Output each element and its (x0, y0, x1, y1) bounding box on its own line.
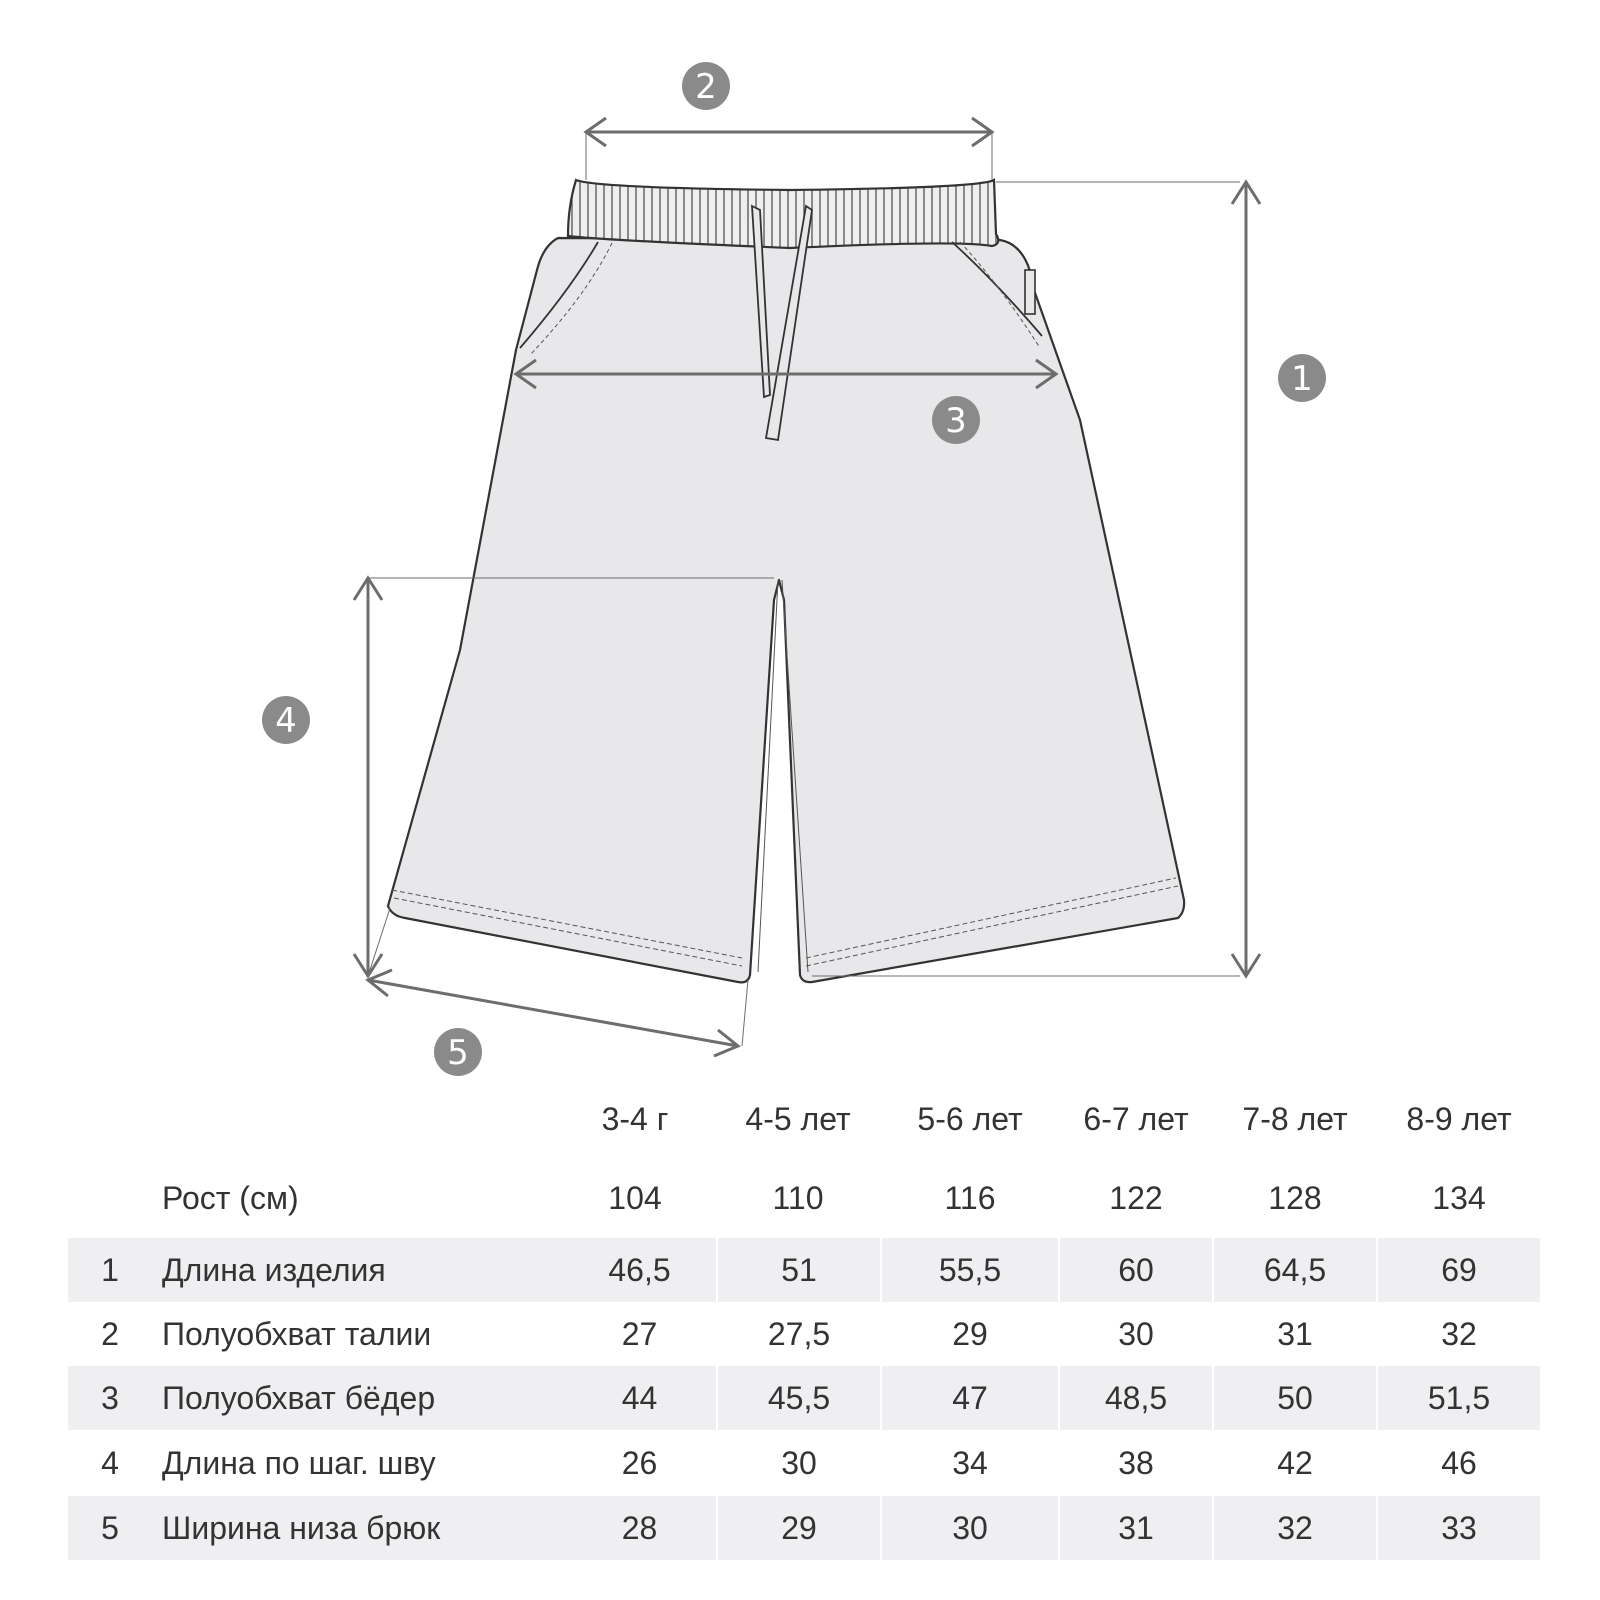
table-cell: 51 (718, 1238, 880, 1302)
table-cell: 26 (621, 1444, 658, 1481)
table-cell: 48,5 (1060, 1366, 1212, 1430)
marker-badge-4 (262, 696, 310, 744)
table-cell: 128 (1268, 1179, 1322, 1216)
row-number: 5 (68, 1496, 152, 1560)
table-cell: 27,5 (767, 1315, 831, 1352)
size-header: 3-4 г (601, 1100, 669, 1137)
svg-text:5: 5 (447, 1033, 469, 1073)
table-cell: 46 (1441, 1444, 1477, 1481)
table-cell: 104 (608, 1179, 662, 1216)
table-cell: 110 (772, 1179, 824, 1216)
row-label: Рост (см) (162, 1179, 299, 1216)
arrow-hem-width (368, 970, 738, 1056)
table-cell: 29 (718, 1496, 880, 1560)
table-row (68, 1366, 1540, 1430)
table-cell: 116 (944, 1179, 996, 1216)
table-cell: 46,5 (563, 1238, 716, 1302)
row-number: 1 (68, 1238, 152, 1302)
table-cell: 31 (1277, 1315, 1313, 1352)
table-cell: 27 (621, 1315, 658, 1352)
ribbed-waistband (568, 180, 998, 248)
table-cell: 30 (1118, 1315, 1154, 1352)
size-header: 5-6 лет (917, 1100, 1023, 1137)
size-header: 8-9 лет (1406, 1100, 1512, 1137)
size-header-row (68, 1080, 1540, 1158)
table-cell: 32 (1214, 1496, 1376, 1560)
arrow-waist (586, 118, 992, 146)
table-cell: 34 (952, 1444, 988, 1481)
table-cell: 50 (1214, 1366, 1376, 1430)
size-table (68, 1080, 1540, 1560)
row-number: 3 (68, 1366, 152, 1430)
side-label-tab (1025, 270, 1035, 314)
table-cell: 55,5 (882, 1238, 1058, 1302)
table-row (68, 1238, 1540, 1302)
size-header: 7-8 лет (1242, 1100, 1348, 1137)
size-header: 4-5 лет (745, 1100, 851, 1137)
table-cell: 47 (882, 1366, 1058, 1430)
table-cell: 28 (563, 1496, 716, 1560)
marker-badge-5 (434, 1028, 482, 1076)
table-cell: 44 (563, 1366, 716, 1430)
marker-badge-3 (932, 396, 980, 444)
height-row (68, 1158, 1540, 1238)
arrow-length (1232, 182, 1260, 976)
svg-text:2: 2 (695, 67, 717, 107)
marker-badge-1 (1278, 354, 1326, 402)
table-cell: 134 (1432, 1179, 1486, 1216)
table-cell: 69 (1378, 1238, 1540, 1302)
marker-badge-2 (682, 62, 730, 110)
table-cell: 60 (1060, 1238, 1212, 1302)
row-number: 2 (101, 1315, 119, 1352)
table-cell: 30 (781, 1444, 817, 1481)
shorts-illustration (388, 180, 1184, 982)
table-cell: 32 (1441, 1315, 1477, 1352)
svg-text:4: 4 (275, 701, 297, 741)
svg-text:1: 1 (1291, 359, 1313, 399)
table-cell: 51,5 (1378, 1366, 1540, 1430)
table-row (68, 1304, 1540, 1364)
row-number: 4 (101, 1444, 119, 1481)
row-label: Длина по шаг. шву (162, 1444, 436, 1481)
table-cell: 122 (1109, 1179, 1163, 1216)
table-cell: 38 (1118, 1444, 1154, 1481)
arrow-inseam (354, 578, 382, 976)
row-label: Ширина низа брюк (152, 1496, 563, 1560)
table-cell: 31 (1060, 1496, 1212, 1560)
table-cell: 29 (952, 1315, 988, 1352)
row-label: Полуобхват талии (162, 1315, 432, 1352)
row-label: Длина изделия (152, 1238, 563, 1302)
size-header: 6-7 лет (1083, 1100, 1189, 1137)
row-label: Полуобхват бёдер (152, 1366, 563, 1430)
table-cell: 30 (882, 1496, 1058, 1560)
table-cell: 64,5 (1214, 1238, 1376, 1302)
table-cell: 45,5 (718, 1366, 880, 1430)
table-cell: 33 (1378, 1496, 1540, 1560)
svg-text:3: 3 (945, 401, 967, 441)
table-cell: 42 (1277, 1444, 1313, 1481)
table-row (68, 1432, 1540, 1494)
table-row (68, 1496, 1540, 1560)
